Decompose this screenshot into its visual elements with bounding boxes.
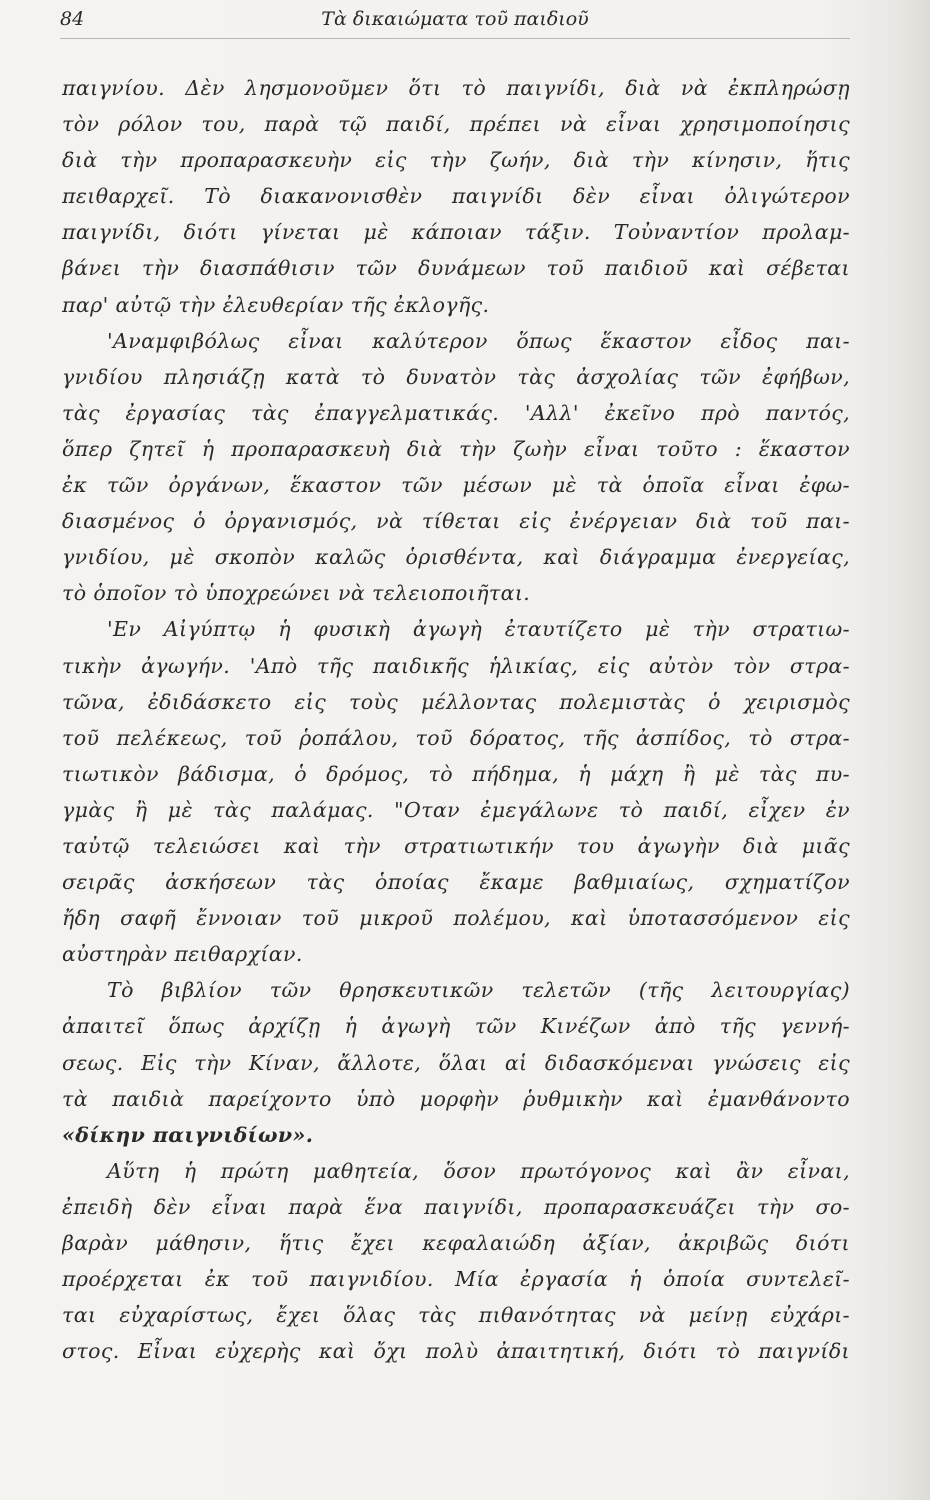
- text-line: τὰς ἐργασίας τὰς ἐπαγγελματικάς. 'Αλλ' ἐκεῖνο πρὸ παντός,: [62, 400, 850, 425]
- text-line: «δίκην παιγνιδίων».: [62, 1122, 314, 1147]
- text-line: ἤδη σαφῆ ἔννοιαν τοῦ μικροῦ πολέμου, καὶ ὑποτασσόμενον εἰς: [62, 906, 850, 931]
- text-line: σειρᾶς ἀσκήσεων τὰς ὁποίας ἔκαμε βαθμιαίως, σχηματίζον: [62, 870, 850, 895]
- text-line: παιγνίου. Δὲν λησμονοῦμεν ὅτι τὸ παιγνίδι, διὰ νὰ ἐκπληρώσῃ: [62, 76, 850, 100]
- text-line: προέρχεται ἐκ τοῦ παιγνιδίου. Μία ἐργασία ἡ ὁποία συντελεῖ-: [62, 1267, 850, 1292]
- text-line: πειθαρχεῖ. Τὸ διακανονισθὲν παιγνίδι δὲν εἶναι ὀλιγώτερον: [62, 184, 850, 209]
- text-line: αὐστηρὰν πειθαρχίαν.: [62, 942, 303, 967]
- text-line: 'Εν Αἰγύπτῳ ἡ φυσικὴ ἀγωγὴ ἐταυτίζετο μὲ τὴν στρατιω-: [107, 617, 850, 642]
- text-line: γνιδίου πλησιάζῃ κατὰ τὸ δυνατὸν τὰς ἀσχολίας τῶν ἐφήβων,: [62, 364, 850, 389]
- text-line: τῶνα, ἐδιδάσκετο εἰς τοὺς μέλλοντας πολεμιστὰς ὁ χειρισμὸς: [62, 689, 850, 714]
- page-number: 84: [60, 8, 85, 30]
- text-line: ται εὐχαρίστως, ἔχει ὅλας τὰς πιθανότητας νὰ μείνῃ εὐχάρι-: [62, 1303, 850, 1328]
- text-line: ἐπειδὴ δὲν εἶναι παρὰ ἕνα παιγνίδι, προπαρασκευάζει τὴν σο-: [62, 1194, 850, 1219]
- text-line: παιγνίδι, διότι γίνεται μὲ κάποιαν τάξιν. Τοὐναντίον προλαμ-: [62, 220, 850, 245]
- text-line: σεως. Εἰς τὴν Κίναν, ἄλλοτε, ὅλαι αἱ διδασκόμεναι γνώσεις εἰς: [62, 1050, 850, 1075]
- text-line: τὸ ὁποῖον τὸ ὑποχρεώνει νὰ τελειοποιῆται.: [62, 581, 531, 606]
- text-line: ταὐτῷ τελειώσει καὶ τὴν στρατιωτικήν του ἀγωγὴν διὰ μιᾶς: [62, 833, 850, 858]
- text-line: διὰ τὴν προπαρασκευὴν εἰς τὴν ζωήν, διὰ τὴν κίνησιν, ἥτις: [62, 148, 850, 173]
- body-text: [62, 70, 850, 1369]
- text-line: βαρὰν μάθησιν, ἥτις ἔχει κεφαλαιώδη ἀξίαν, ἀκριβῶς διότι: [62, 1231, 850, 1255]
- text-line: στος. Εἶναι εὐχερὴς καὶ ὄχι πολὺ ἀπαιτητική, διότι τὸ παιγνίδι: [62, 1339, 850, 1364]
- text-line: παρ' αὐτῷ τὴν ἐλευθερίαν τῆς ἐκλογῆς.: [62, 292, 490, 317]
- text-line: τὸν ρόλον του, παρὰ τῷ παιδί, πρέπει νὰ εἶναι χρησιμοποίησις: [62, 112, 850, 137]
- text-line: γμὰς ἢ μὲ τὰς παλάμας. "Οταν ἐμεγάλωνε τὸ παιδί, εἶχεν ἐν: [62, 797, 850, 822]
- text-line: διασμένος ὁ ὀργανισμός, νὰ τίθεται εἰς ἐνέργειαν διὰ τοῦ παι-: [62, 509, 850, 534]
- text-line: βάνει τὴν διασπάθισιν τῶν δυνάμεων τοῦ παιδιοῦ καὶ σέβεται: [62, 256, 850, 281]
- text-line: Αὕτη ἡ πρώτη μαθητεία, ὅσον πρωτόγονος καὶ ἂν εἶναι,: [107, 1158, 850, 1183]
- text-line: τικὴν ἀγωγήν. 'Απὸ τῆς παιδικῆς ἡλικίας, εἰς αὐτὸν τὸν στρα-: [62, 653, 850, 678]
- running-title: Τὰ δικαιώματα τοῦ παιδιοῦ: [321, 8, 589, 30]
- text-line: Τὸ βιβλίον τῶν θρησκευτικῶν τελετῶν (τῆς λειτουργίας): [107, 978, 850, 1003]
- header-rule: [60, 38, 850, 39]
- text-line: γνιδίου, μὲ σκοπὸν καλῶς ὁρισθέντα, καὶ διάγραμμα ἐνεργείας,: [62, 545, 850, 570]
- text-line: τοῦ πελέκεως, τοῦ ῥοπάλου, τοῦ δόρατος, τῆς ἀσπίδος, τὸ στρα-: [62, 725, 850, 750]
- text-line: ἐκ τῶν ὀργάνων, ἕκαστον τῶν μέσων μὲ τὰ ὁποῖα εἶναι ἐφω-: [62, 473, 850, 498]
- text-line: ἀπαιτεῖ ὅπως ἀρχίζῃ ἡ ἀγωγὴ τῶν Κινέζων ἀπὸ τῆς γεννή-: [62, 1014, 850, 1039]
- page-header: [60, 8, 850, 38]
- text-line: 'Αναμφιβόλως εἶναι καλύτερον ὅπως ἕκαστον εἶδος παι-: [107, 328, 850, 353]
- text-line: τὰ παιδιὰ παρείχοντο ὑπὸ μορφὴν ῥυθμικὴν καὶ ἐμανθάνοντο: [62, 1086, 850, 1111]
- text-line: τιωτικὸν βάδισμα, ὁ δρόμος, τὸ πήδημα, ἡ μάχη ἢ μὲ τὰς πυ-: [62, 761, 850, 786]
- text-line: ὅπερ ζητεῖ ἡ προπαρασκευὴ διὰ τὴν ζωὴν εἶναι τοῦτο : ἕκαστον: [62, 436, 850, 461]
